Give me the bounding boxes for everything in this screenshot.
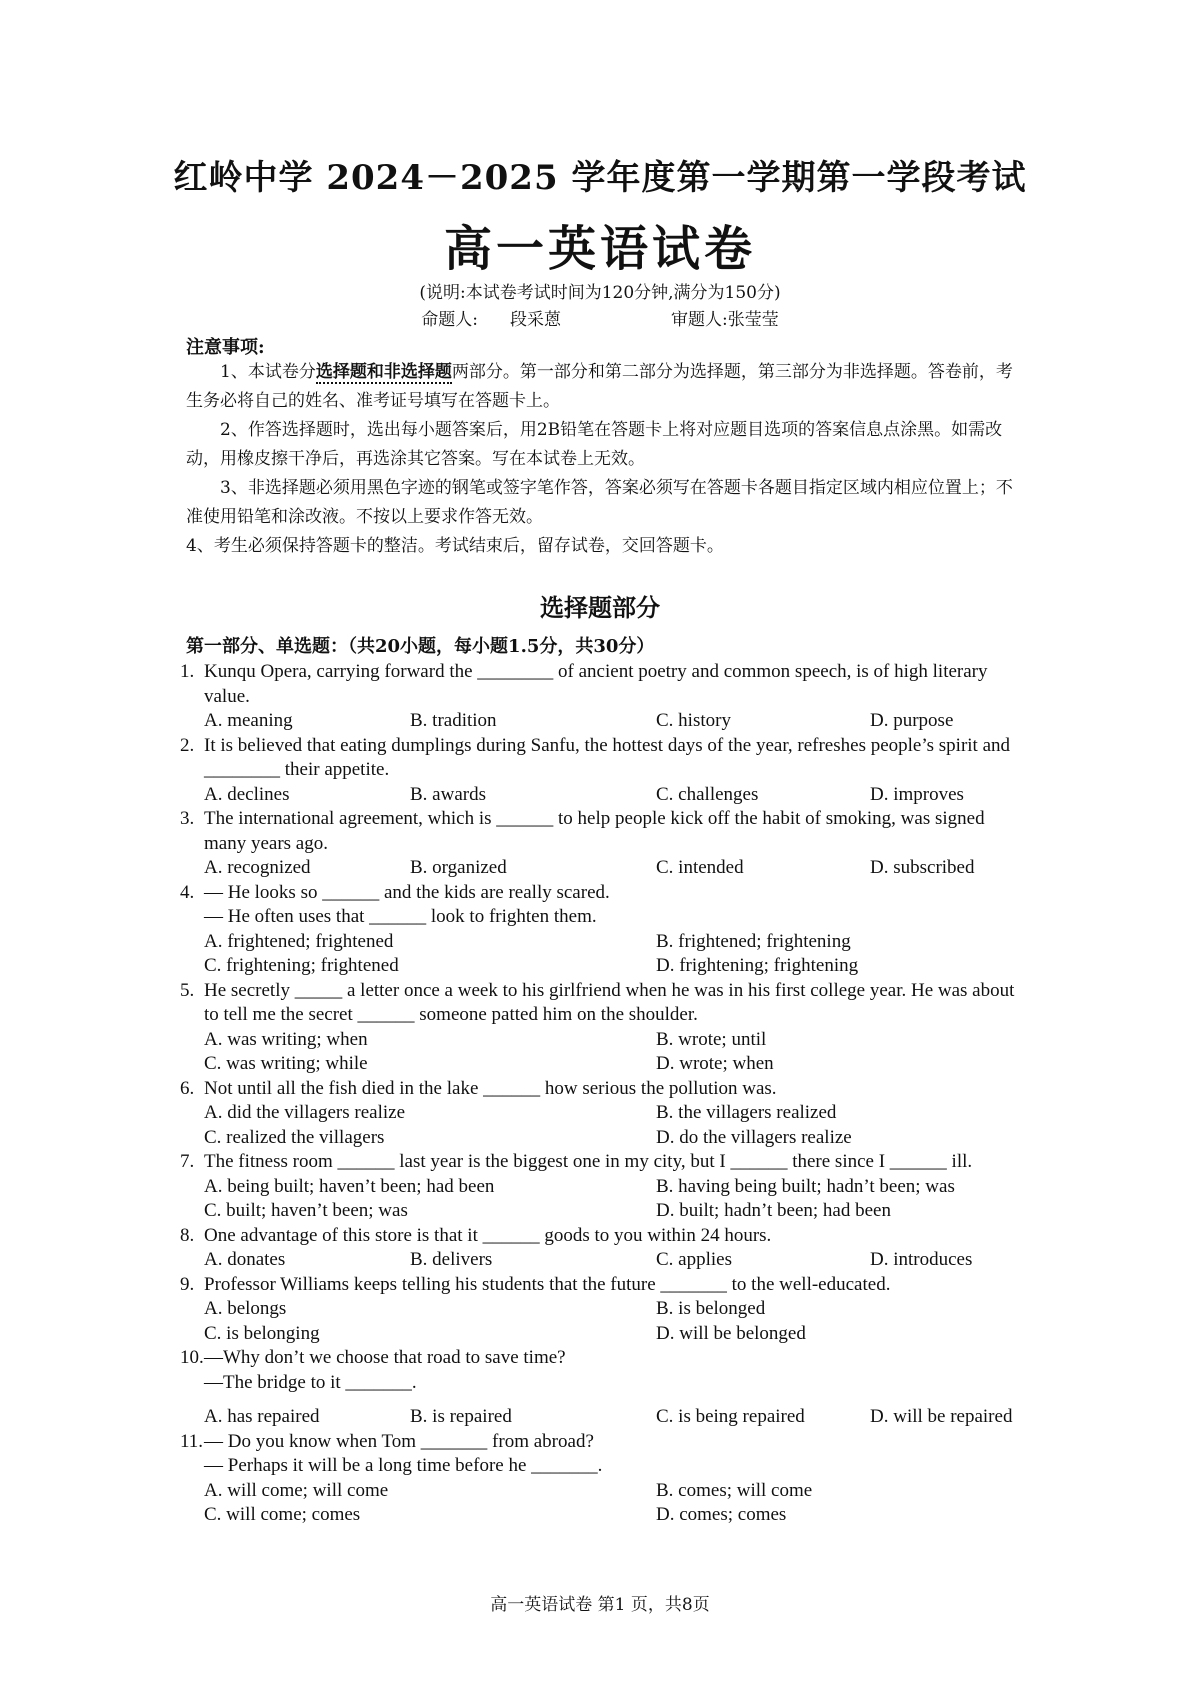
- question-list: [180, 660, 1030, 1528]
- notice-heading: 注意事项:: [186, 337, 265, 358]
- paper-title: 高一英语试卷: [443, 221, 756, 277]
- options: A. donates B. delivers C. applies D. introduces: [204, 1249, 973, 1270]
- question-2: 2. It is believed that eating dumplings during Sanfu, the hottest days of the year, refreshes people’s spirit and ________ their appetite. A. declines B. awards C. challenges D. improves: [180, 734, 1030, 808]
- question-stem: One advantage of this store is that it ______ goods to you within 24 hours.: [204, 1224, 772, 1246]
- question-sub: — He often uses that ______ look to frighten them.: [204, 906, 597, 927]
- options: A. was writing; when B. wrote; until: [204, 1028, 767, 1050]
- question-stem: The international agreement, which is ______ to help people kick off the habit of smoking, was signed many years ago.: [204, 808, 985, 854]
- question-6: 6. Not until all the fish died in the lake ______ how serious the pollution was. A. did the villagers realize B. the villagers realized C. realized the villagers D. do the villagers realize: [180, 1077, 1030, 1151]
- school-title: 红岭中学 2024－2025 学年度第一学期第一学段考试: [173, 158, 1027, 198]
- question-7: 7. The fitness room ______ last year is the biggest one in my city, but I ______ there since I ______ ill. A. being built; haven’t been; had been B. having being built; hadn’t been; was C. built; haven’t been; was D. built; hadn’t been; had been: [180, 1150, 1030, 1224]
- notice-item-1: 1、本试卷分选择题和非选择题两部分。第一部分和第二部分为选择题，第三部分为非选择题。答卷前，考生务必将自己的姓名、准考证号填写在答题卡上。: [186, 362, 1013, 411]
- question-8: 8. One advantage of this store is that it ______ goods to you within 24 hours. A. donates B. delivers C. applies D. introduces: [180, 1224, 1030, 1273]
- options: C. will come; comes D. comes; comes: [204, 1504, 787, 1525]
- reviewer-name: 张莹莹: [727, 310, 779, 330]
- options: A. will come; will come B. comes; will come: [204, 1479, 813, 1501]
- author-name: 段采蒽: [510, 310, 561, 330]
- author-label: 命题人:: [421, 310, 478, 330]
- question-sub: — Perhaps it will be a long time before he _______.: [204, 1455, 603, 1476]
- notice-item-2: 2、作答选择题时，选出每小题答案后，用2B铅笔在答题卡上将对应题目选项的答案信息点涂黑。如需改动，用橡皮擦干净后，再选涂其它答案。写在本试卷上无效。: [186, 420, 1003, 469]
- question-stem: — He looks so ______ and the kids are really scared.: [204, 881, 610, 903]
- question-stem: — Do you know when Tom _______ from abroad?: [204, 1430, 594, 1452]
- question-1: 1. Kunqu Opera, carrying forward the ________ of ancient poetry and common speech, is of high literary value. A. meaning B. tradition C. history D. purpose: [180, 660, 1030, 734]
- options: C. frightening; frightened D. frightening; frightening: [204, 955, 859, 976]
- notice-emphasis: 选择题和非选择题: [315, 362, 452, 382]
- options: A. declines B. awards C. challenges D. improves: [204, 783, 964, 805]
- question-stem: Not until all the fish died in the lake ______ how serious the pollution was.: [204, 1077, 777, 1099]
- question-stem: The fitness room ______ last year is the biggest one in my city, but I ______ there since I ______ ill.: [204, 1151, 973, 1172]
- question-stem: Professor Williams keeps telling his students that the future _______ to the well-educated.: [204, 1273, 891, 1295]
- notice-item-4: 4、考生必须保持答题卡的整洁。考试结束后，留存试卷，交回答题卡。: [186, 536, 724, 556]
- options: C. realized the villagers D. do the villagers realize: [204, 1126, 852, 1148]
- question-4: 4. — He looks so ______ and the kids are really scared. — He often uses that ______ look to frighten them. A. frightened; frightened B. frightened; frightening C. frightening; frightened D. frightening; frightening: [180, 881, 1030, 979]
- question-stem: Kunqu Opera, carrying forward the ________ of ancient poetry and common speech, is of high literary value.: [204, 661, 988, 707]
- options: A. recognized B. organized C. intended D. subscribed: [204, 857, 975, 878]
- question-5: 5. He secretly _____ a letter once a week to his girlfriend when he was in his first college year. He was about to tell me the secret ______ someone patted him on the shoulder. A. was writing; when B. wrote; until C. was writing; while D. wrote; when: [180, 979, 1030, 1077]
- exam-note: (说明:本试卷考试时间为120分钟,满分为150分): [419, 283, 781, 303]
- question-11: 11. — Do you know when Tom _______ from abroad? — Perhaps it will be a long time before he _______. A. will come; will come B. comes; will come C. will come; comes D. comes; comes: [180, 1430, 1030, 1528]
- options: A. meaning B. tradition C. history D. purpose: [204, 710, 954, 731]
- options: C. built; haven’t been; was D. built; hadn’t been; had been: [204, 1200, 891, 1221]
- options: A. frightened; frightened B. frightened; frightening: [204, 930, 851, 952]
- question-3: 3. The international agreement, which is ______ to help people kick off the habit of smoking, was signed many years ago. A. recognized B. organized C. intended D. subscribed: [180, 807, 1030, 881]
- part1-heading: 第一部分、单选题：（共20小题，每小题1.5分，共30分）: [186, 636, 655, 657]
- authors-line: [0, 305, 1200, 330]
- options: A. did the villagers realize B. the villagers realized: [204, 1102, 837, 1123]
- options: A. has repaired B. is repaired C. is being repaired D. will be repaired: [204, 1406, 1013, 1427]
- options: A. belongs B. is belonged: [204, 1298, 766, 1319]
- reviewer-label: 审题人:: [671, 310, 728, 330]
- question-stem: It is believed that eating dumplings during Sanfu, the hottest days of the year, refreshes people’s spirit and ________ their appetite.: [204, 734, 1011, 780]
- question-stem: He secretly _____ a letter once a week to his girlfriend when he was in his first college year. He was about to tell me the secret ______ someone patted him on the shoulder.: [204, 979, 1015, 1025]
- question-10: 10. —Why don’t we choose that road to save time? —The bridge to it _______. A. has repaired B. is repaired C. is being repaired D. will be repaired: [180, 1346, 1030, 1430]
- options: A. being built; haven’t been; had been B. having being built; hadn’t been; was: [204, 1175, 955, 1197]
- page-footer: 高一英语试卷 第1 页，共8页: [490, 1595, 710, 1615]
- notice-item-3: 3、非选择题必须用黑色字迹的钢笔或签字笔作答，答案必须写在答题卡各题目指定区域内相应位置上；不准使用铅笔和涂改液。不按以上要求作答无效。: [186, 478, 1013, 527]
- question-9: 9. Professor Williams keeps telling his students that the future _______ to the well-educated. A. belongs B. is belonged C. is belonging D. will be belonged: [180, 1273, 1030, 1347]
- question-stem: —Why don’t we choose that road to save time?: [204, 1347, 566, 1368]
- section-title: 选择题部分: [540, 593, 660, 622]
- options: C. was writing; while D. wrote; when: [204, 1053, 774, 1074]
- question-sub: —The bridge to it _______.: [204, 1371, 417, 1393]
- options: C. is belonging D. will be belonged: [204, 1322, 806, 1344]
